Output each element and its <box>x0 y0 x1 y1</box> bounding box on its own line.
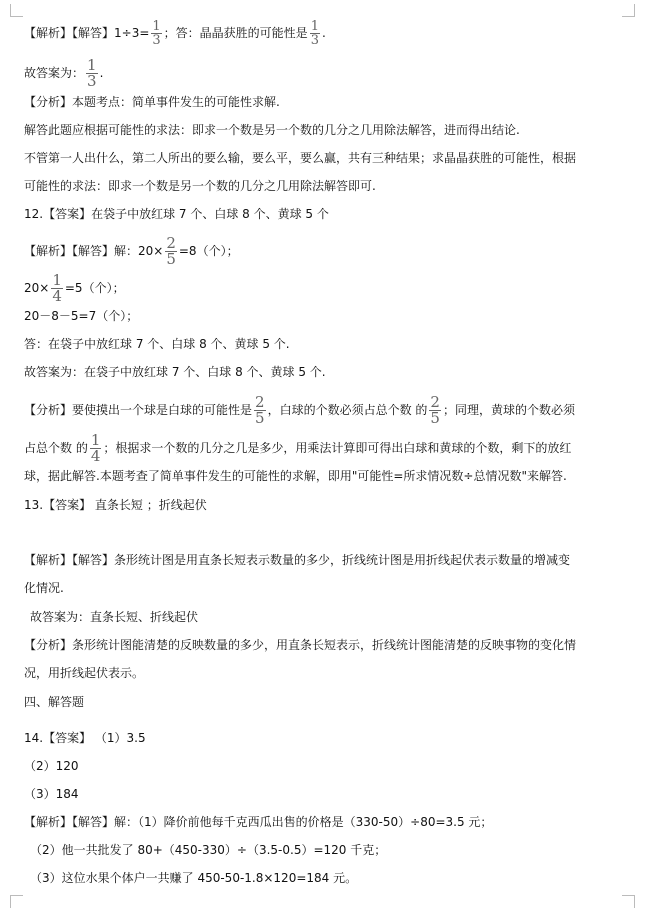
numerator: 2 <box>430 393 440 411</box>
question-13-analysis: 况，用折线起伏表示。 <box>24 666 145 680</box>
question-12-result: 故答案为：在袋子中放红球 7 个、白球 8 个、黄球 5 个. <box>24 365 326 379</box>
question-14-solution: 【解析】【解答】解：（1）降价前他每千克西瓜出售的价格是（330-50）÷80=3.5 元； <box>24 815 493 829</box>
section-heading: 四、解答题 <box>24 695 85 709</box>
text-segment: =8（个）； <box>178 244 239 258</box>
answer-11-analysis <box>24 20 326 47</box>
numerator: 2 <box>255 393 265 411</box>
denominator: 3 <box>310 33 319 48</box>
numerator: 1 <box>152 19 161 34</box>
question-14-solution: （3）这位水果个体户一共赚了 450-50-1.8×120=184 元。 <box>30 871 358 885</box>
question-13-analysis: 【分析】条形统计图能清楚的反映数量的多少，用直条长短表示，折线统计图能清楚的反映事物的变化情 <box>24 638 577 652</box>
denominator: 4 <box>52 287 62 305</box>
numerator: 1 <box>87 56 97 74</box>
question-12-step <box>24 273 125 304</box>
question-12-analysis: 球，据此解答.本题考查了简单事件发生的可能性的求解，即用"可能性=所求情况数÷总情况数"来解答. <box>24 469 567 483</box>
question-12-analysis <box>24 395 575 426</box>
text-segment: 20× <box>24 281 50 295</box>
text-segment: ；同理，黄球的个数必须 <box>442 403 575 417</box>
crop-mark-bottom-left <box>10 895 23 908</box>
text-segment: 【解析】【解答】解：20× <box>24 244 164 258</box>
numerator: 2 <box>166 234 176 252</box>
denominator: 4 <box>90 447 101 465</box>
crop-mark-top-left <box>10 4 23 17</box>
question-12-step: 20－8－5=7（个）； <box>24 309 139 323</box>
analysis-line: 不管第一人出什么，第二人所出的要么输，要么平，要么赢，共有三种结果；求晶晶获胜的可能性，根据 <box>24 151 577 165</box>
text-segment: 故答案为： <box>24 66 85 80</box>
text-segment: 【解析】【解答】1÷3= <box>24 26 150 40</box>
question-12-solution <box>24 236 239 267</box>
question-13-solution: 【解析】【解答】条形统计图是用直条长短表示数量的多少，折线统计图是用折线起伏表示数量的增减变 <box>24 553 571 567</box>
text-segment: . <box>321 26 326 40</box>
denominator: 5 <box>166 250 176 268</box>
question-14-answer: （2）120 <box>24 759 79 773</box>
answer-11-result <box>24 58 103 89</box>
numerator: 1 <box>52 271 62 289</box>
fraction <box>254 395 266 426</box>
denominator: 3 <box>87 72 97 90</box>
fraction <box>90 433 102 464</box>
text-segment: . <box>99 66 104 80</box>
denominator: 5 <box>255 409 265 427</box>
numerator: 1 <box>310 19 319 34</box>
question-14-answer: 14.【答案】 （1）3.5 <box>24 731 146 745</box>
fraction <box>429 395 441 426</box>
question-14-answer: （3）184 <box>24 787 79 801</box>
fraction <box>86 58 98 89</box>
text-segment: ；根据求一个数的几分之几是多少，用乘法计算即可得出白球和黄球的个数，剩下的放红 <box>103 441 572 455</box>
denominator: 5 <box>430 409 440 427</box>
text-segment: 【分析】要使摸出一个球是白球的可能性是 <box>24 403 253 417</box>
question-12-answer: 12.【答案】在袋子中放红球 7 个、白球 8 个、黄球 5 个 <box>24 207 329 221</box>
question-12-answer-text: 答：在袋子中放红球 7 个、白球 8 个、黄球 5 个. <box>24 337 290 351</box>
analysis-line: 【分析】本题考点：简单事件发生的可能性求解. <box>24 95 280 109</box>
analysis-line: 可能性的求法：即求一个数是另一个数的几分之几用除法解答即可. <box>24 179 376 193</box>
fraction <box>310 20 320 47</box>
text-segment: =5（个）； <box>64 281 125 295</box>
question-14-solution: （2）他一共批发了 80+（450-330）÷（3.5-0.5）=120 千克； <box>30 843 387 857</box>
text-segment: ，白球的个数必须占总个数 的 <box>267 403 428 417</box>
crop-mark-bottom-right <box>622 895 635 908</box>
text-segment: 占总个数 的 <box>24 441 88 455</box>
numerator: 1 <box>90 431 101 449</box>
text-segment: ；答：晶晶获胜的可能性是 <box>163 26 308 40</box>
fraction <box>51 273 63 304</box>
question-13-answer: 13.【答案】 直条长短 ；折线起伏 <box>24 498 207 512</box>
fraction <box>165 236 177 267</box>
crop-mark-top-right <box>622 4 635 17</box>
denominator: 3 <box>152 33 161 48</box>
analysis-line: 解答此题应根据可能性的求法：即求一个数是另一个数的几分之几用除法解答，进而得出结论. <box>24 123 520 137</box>
fraction <box>151 20 161 47</box>
question-12-analysis <box>24 433 571 464</box>
question-13-result: 故答案为：直条长短、折线起伏 <box>30 610 199 624</box>
question-13-solution: 化情况. <box>24 581 64 595</box>
